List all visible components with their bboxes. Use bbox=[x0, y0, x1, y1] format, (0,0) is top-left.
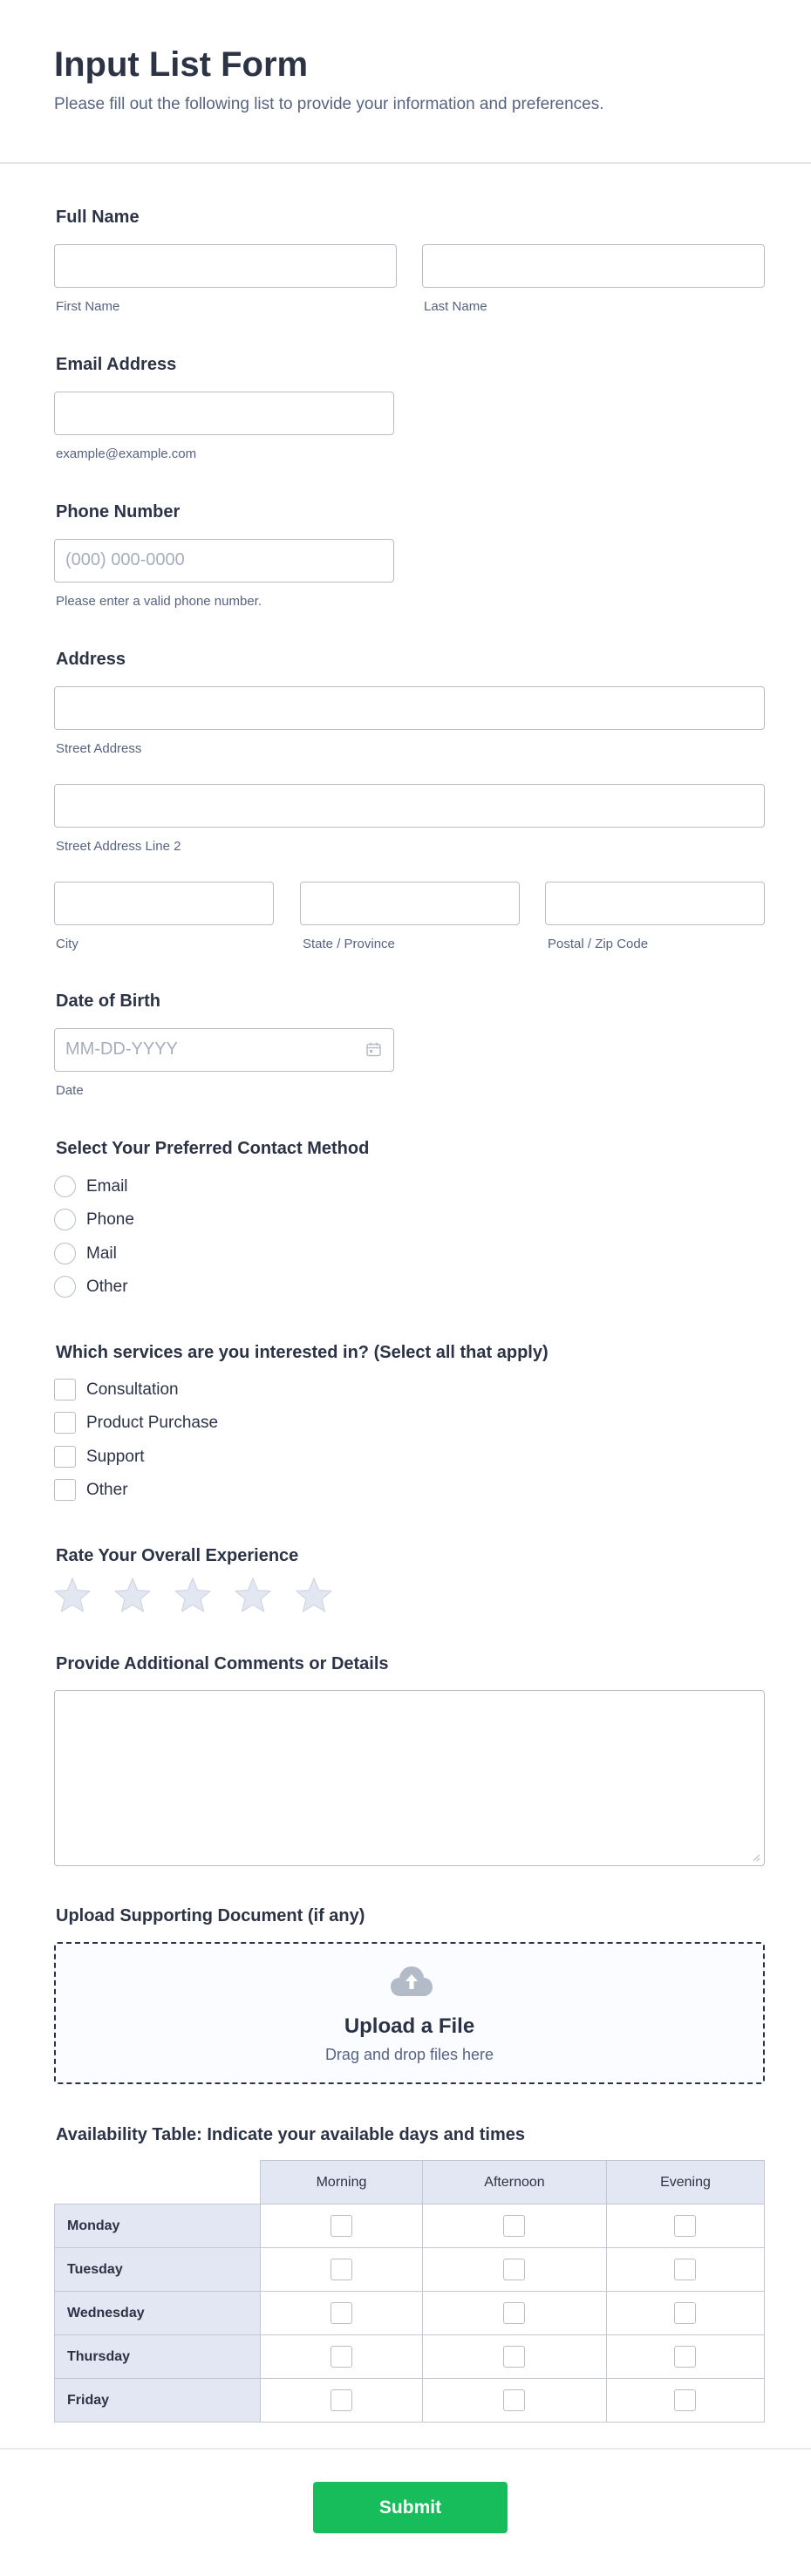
grid-cell bbox=[422, 2247, 607, 2292]
file-upload-dropzone[interactable] bbox=[54, 1942, 765, 2084]
star-icon[interactable] bbox=[174, 1577, 212, 1613]
availability-table bbox=[54, 2160, 765, 2423]
grid-cell bbox=[260, 2247, 423, 2292]
grid-cell bbox=[422, 2334, 607, 2379]
radio-button[interactable] bbox=[54, 1209, 76, 1230]
city-sublabel: City bbox=[56, 937, 78, 951]
column-header-morning: Morning bbox=[260, 2160, 423, 2205]
grid-checkbox[interactable] bbox=[674, 2346, 696, 2368]
radio-button[interactable] bbox=[54, 1176, 76, 1197]
street-address-sublabel: Street Address bbox=[56, 741, 142, 756]
checkbox[interactable] bbox=[54, 1446, 76, 1468]
comments-textarea[interactable] bbox=[54, 1690, 765, 1866]
grid-cell bbox=[260, 2378, 423, 2423]
phone-label: Phone Number bbox=[56, 502, 181, 521]
phone-sublabel: Please enter a valid phone number. bbox=[56, 594, 262, 609]
grid-checkbox[interactable] bbox=[331, 2389, 352, 2411]
form-subtitle: Please fill out the following list to provide your information and preferences. bbox=[54, 95, 604, 113]
rating-label: Rate Your Overall Experience bbox=[56, 1546, 299, 1565]
dob-input[interactable] bbox=[54, 1028, 394, 1072]
email-input[interactable] bbox=[54, 392, 394, 435]
postal-code-input[interactable] bbox=[545, 882, 765, 925]
grid-cell bbox=[260, 2204, 423, 2248]
checkbox-label: Other bbox=[86, 1481, 128, 1499]
form-header bbox=[0, 0, 811, 164]
radio-label: Phone bbox=[86, 1210, 134, 1229]
grid-checkbox[interactable] bbox=[503, 2389, 525, 2411]
row-header-thursday: Thursday bbox=[54, 2334, 261, 2379]
grid-checkbox[interactable] bbox=[331, 2215, 352, 2237]
upload-title: Upload a File bbox=[344, 2014, 475, 2038]
grid-checkbox[interactable] bbox=[674, 2389, 696, 2411]
calendar-icon[interactable] bbox=[366, 1042, 381, 1057]
upload-hint: Drag and drop files here bbox=[324, 2046, 494, 2063]
checkbox-label: Consultation bbox=[86, 1380, 179, 1399]
dob-label: Date of Birth bbox=[56, 992, 160, 1011]
grid-checkbox[interactable] bbox=[331, 2346, 352, 2368]
street-address-line2-sublabel: Street Address Line 2 bbox=[56, 839, 181, 854]
email-sublabel: example@example.com bbox=[56, 446, 197, 461]
first-name-sublabel: First Name bbox=[56, 299, 120, 314]
grid-cell bbox=[606, 2378, 765, 2423]
grid-cell bbox=[422, 2291, 607, 2335]
grid-cell bbox=[260, 2291, 423, 2335]
grid-cell bbox=[260, 2334, 423, 2379]
form-title: Input List Form bbox=[54, 45, 309, 84]
grid-cell bbox=[606, 2334, 765, 2379]
state-province-sublabel: State / Province bbox=[303, 937, 395, 951]
last-name-sublabel: Last Name bbox=[424, 299, 487, 314]
star-icon[interactable] bbox=[113, 1577, 152, 1613]
street-address-line2-input[interactable] bbox=[54, 784, 765, 828]
column-header-afternoon: Afternoon bbox=[422, 2160, 607, 2205]
grid-checkbox[interactable] bbox=[674, 2215, 696, 2237]
availability-label: Availability Table: Indicate your available days and times bbox=[56, 2125, 525, 2144]
checkbox[interactable] bbox=[54, 1379, 76, 1400]
services-label: Which services are you interested in? (Select all that apply) bbox=[56, 1343, 549, 1362]
contact-method-label: Select Your Preferred Contact Method bbox=[56, 1139, 370, 1158]
full-name-label: Full Name bbox=[56, 208, 140, 227]
upload-label: Upload Supporting Document (if any) bbox=[56, 1906, 365, 1925]
grid-checkbox[interactable] bbox=[503, 2302, 525, 2324]
radio-label: Email bbox=[86, 1177, 128, 1196]
star-icon[interactable] bbox=[295, 1577, 333, 1613]
submit-button[interactable]: Submit bbox=[313, 2482, 508, 2533]
column-header-evening: Evening bbox=[606, 2160, 765, 2205]
radio-button[interactable] bbox=[54, 1243, 76, 1264]
radio-label: Mail bbox=[86, 1244, 117, 1263]
radio-label: Other bbox=[86, 1278, 128, 1296]
checkbox[interactable] bbox=[54, 1479, 76, 1501]
phone-input[interactable]: (000) 000-0000 bbox=[54, 539, 394, 583]
star-icon[interactable] bbox=[53, 1577, 92, 1613]
grid-checkbox[interactable] bbox=[674, 2302, 696, 2324]
grid-cell bbox=[422, 2204, 607, 2248]
dob-placeholder: MM-DD-YYYY bbox=[65, 1039, 178, 1059]
street-address-input[interactable] bbox=[54, 686, 765, 730]
cloud-upload-icon bbox=[390, 1965, 433, 1998]
grid-checkbox[interactable] bbox=[331, 2259, 352, 2280]
radio-button[interactable] bbox=[54, 1276, 76, 1298]
comments-label: Provide Additional Comments or Details bbox=[56, 1654, 389, 1673]
dob-sublabel: Date bbox=[56, 1083, 84, 1098]
row-header-monday: Monday bbox=[54, 2204, 261, 2248]
grid-checkbox[interactable] bbox=[503, 2215, 525, 2237]
row-header-tuesday: Tuesday bbox=[54, 2247, 261, 2292]
star-icon[interactable] bbox=[234, 1577, 272, 1613]
grid-cell bbox=[606, 2291, 765, 2335]
checkbox-label: Product Purchase bbox=[86, 1414, 219, 1432]
grid-checkbox[interactable] bbox=[503, 2259, 525, 2280]
city-input[interactable] bbox=[54, 882, 274, 925]
grid-cell bbox=[606, 2204, 765, 2248]
row-header-wednesday: Wednesday bbox=[54, 2291, 261, 2335]
address-label: Address bbox=[56, 650, 126, 669]
postal-code-sublabel: Postal / Zip Code bbox=[548, 937, 649, 951]
row-header-friday: Friday bbox=[54, 2378, 261, 2423]
grid-cell bbox=[422, 2378, 607, 2423]
last-name-input[interactable] bbox=[422, 244, 765, 288]
grid-checkbox[interactable] bbox=[331, 2302, 352, 2324]
grid-checkbox[interactable] bbox=[674, 2259, 696, 2280]
checkbox-label: Support bbox=[86, 1448, 145, 1466]
resize-handle-icon[interactable] bbox=[752, 1853, 760, 1862]
first-name-input[interactable] bbox=[54, 244, 397, 288]
footer-divider bbox=[0, 2448, 811, 2450]
checkbox[interactable] bbox=[54, 1412, 76, 1434]
grid-cell bbox=[606, 2247, 765, 2292]
state-province-input[interactable] bbox=[300, 882, 520, 925]
email-label: Email Address bbox=[56, 355, 177, 374]
grid-checkbox[interactable] bbox=[503, 2346, 525, 2368]
